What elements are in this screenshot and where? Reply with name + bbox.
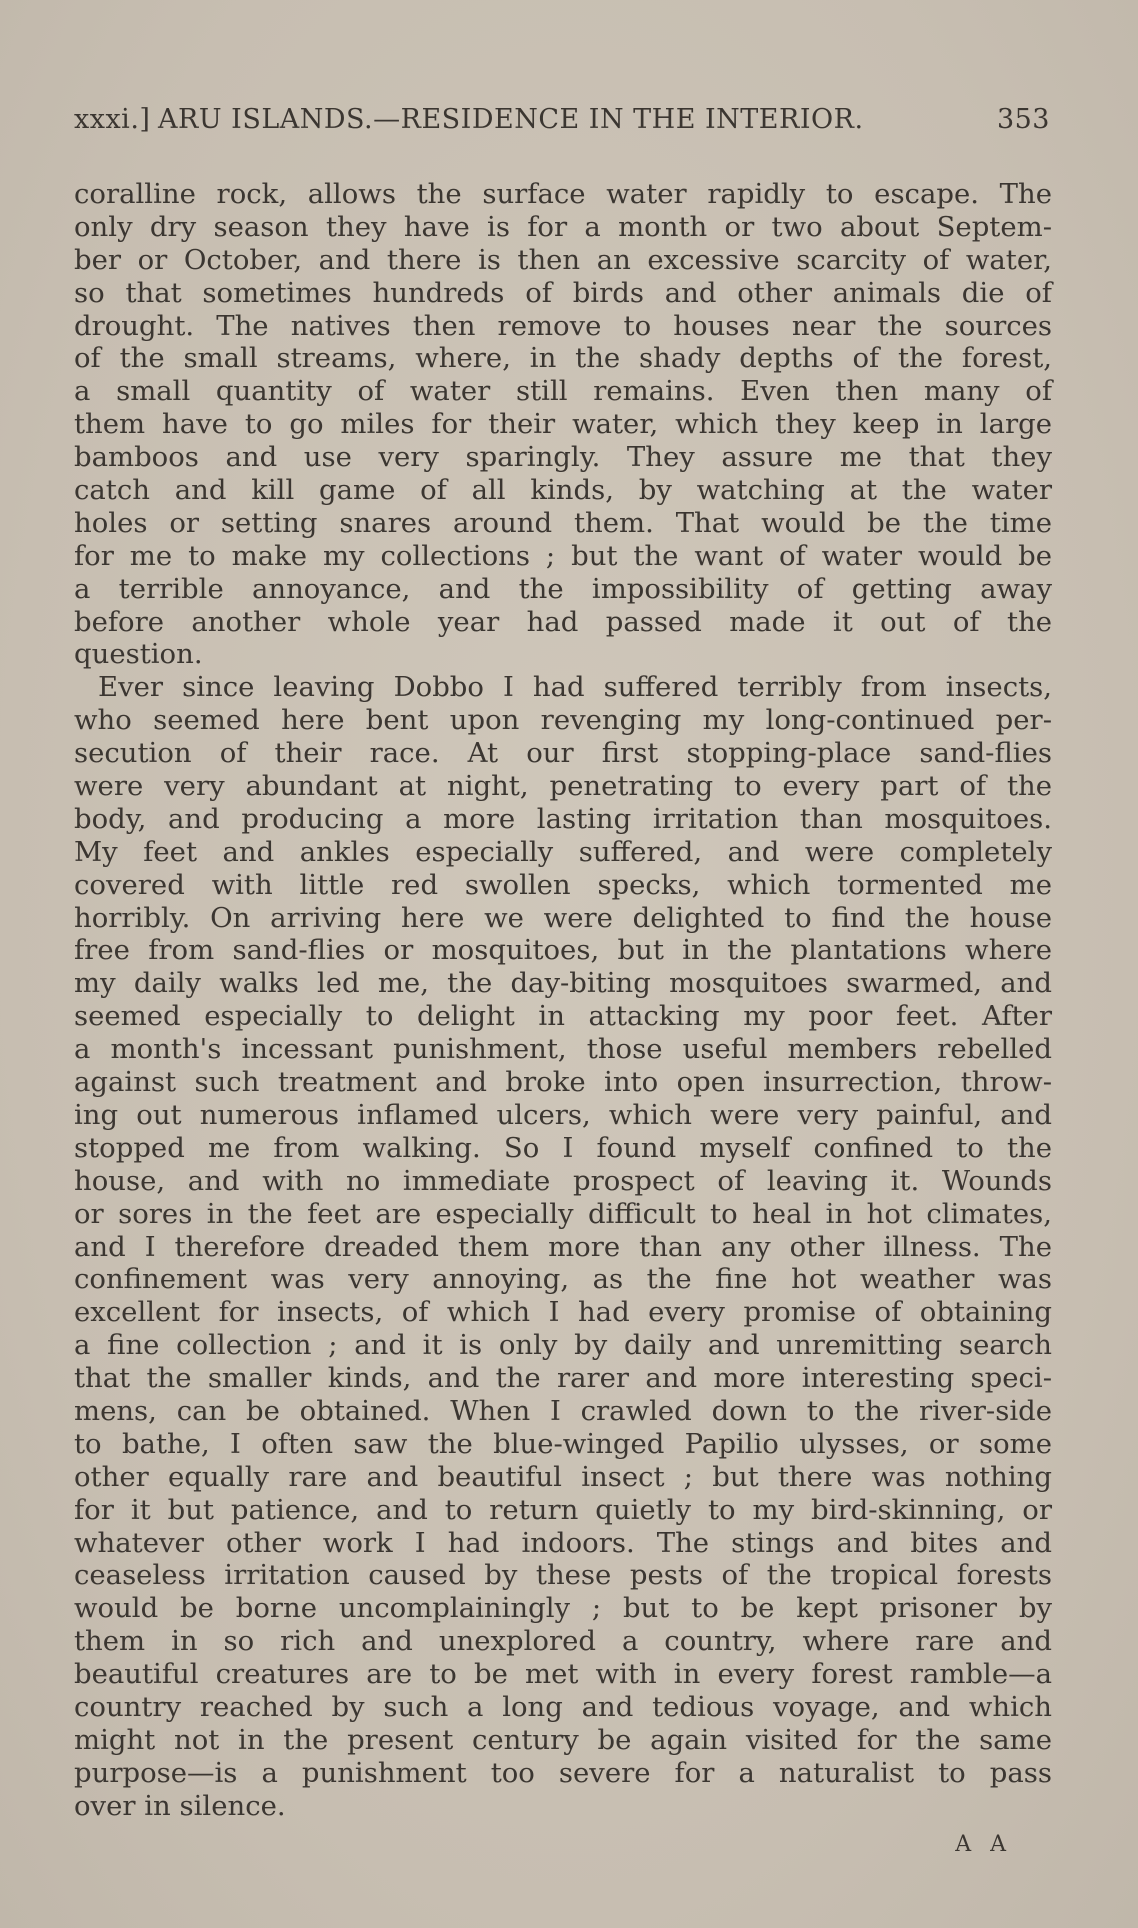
printer-signature: A A [955, 1832, 1012, 1857]
text-line: whatever other work I had indoors. The stings and bites and [74, 1526, 1052, 1559]
running-header [74, 104, 1050, 144]
text-line: that the smaller kinds, and the rarer and more interesting speci- [74, 1362, 1052, 1395]
text-line: might not in the present century be again visited for the same [74, 1723, 1052, 1756]
text-line: drought. The natives then remove to houses near the sources [74, 309, 1052, 342]
text-line: a month's incessant punishment, those useful members rebelled [74, 1033, 1052, 1066]
text-line: mens, can be obtained. When I crawled down to the river-side [74, 1394, 1052, 1427]
text-line: horribly. On arriving here we were delighted to find the house [74, 901, 1052, 934]
text-line: would be borne uncomplainingly ; but to be kept prisoner by [74, 1592, 1052, 1625]
paragraph-2 [74, 671, 1052, 1822]
text-line: who seemed here bent upon revenging my long-continued per- [74, 704, 1052, 737]
text-line: them in so rich and unexplored a country, where rare and [74, 1625, 1052, 1658]
text-line: were very abundant at night, penetrating to every part of the [74, 770, 1052, 803]
text-line: only dry season they have is for a month or two about Septem- [74, 210, 1052, 243]
text-line: other equally rare and beautiful insect ; but there was nothing [74, 1460, 1052, 1493]
text-line: so that sometimes hundreds of birds and other animals die of [74, 276, 1052, 309]
paragraph-1 [74, 178, 1052, 671]
text-line: of the small streams, where, in the shady depths of the forest, [74, 342, 1052, 375]
text-line: ber or October, and there is then an excessive scarcity of water, [74, 243, 1052, 276]
text-line: confinement was very annoying, as the fine hot weather was [74, 1263, 1052, 1296]
text-line: and I therefore dreaded them more than any other illness. The [74, 1230, 1052, 1263]
text-line: excellent for insects, of which I had every promise of obtaining [74, 1296, 1052, 1329]
text-line: ceaseless irritation caused by these pests of the tropical forests [74, 1559, 1052, 1592]
text-line: body, and producing a more lasting irritation than mosquitoes. [74, 802, 1052, 835]
text-line: coralline rock, allows the surface water rapidly to escape. The [74, 178, 1052, 210]
text-line: to bathe, I often saw the blue-winged Papilio ulysses, or some [74, 1427, 1052, 1460]
text-line: secution of their race. At our first stopping-place sand-flies [74, 737, 1052, 770]
text-line: Ever since leaving Dobbo I had suffered terribly from insects, [98, 671, 1052, 704]
text-line: holes or setting snares around them. That would be the time [74, 506, 1052, 539]
text-line: over in silence. [74, 1789, 286, 1822]
page-number: 353 [996, 104, 1050, 135]
text-line: My feet and ankles especially suffered, and were completely [74, 835, 1052, 868]
text-line: country reached by such a long and tedious voyage, and which [74, 1690, 1052, 1723]
text-line: bamboos and use very sparingly. They assure me that they [74, 441, 1052, 474]
text-line: covered with little red swollen specks, which tormented me [74, 868, 1052, 901]
text-line: stopped me from walking. So I found myself confined to the [74, 1131, 1052, 1164]
text-line: them have to go miles for their water, which they keep in large [74, 408, 1052, 441]
text-line: question. [74, 638, 203, 671]
text-line: beautiful creatures are to be met with in every forest ramble—a [74, 1658, 1052, 1691]
text-line: seemed especially to delight in attacking my poor feet. After [74, 1000, 1052, 1033]
text-line: my daily walks led me, the day-biting mosquitoes swarmed, and [74, 967, 1052, 1000]
text-line: or sores in the feet are especially difficult to heal in hot climates, [74, 1197, 1052, 1230]
text-line: ing out numerous inflamed ulcers, which were very painful, and [74, 1098, 1052, 1131]
text-line: catch and kill game of all kinds, by watching at the water [74, 474, 1052, 507]
text-line: for it but patience, and to return quietly to my bird-skinning, or [74, 1493, 1052, 1526]
body-text [74, 178, 1052, 1823]
text-line: a small quantity of water still remains. Even then many of [74, 375, 1052, 408]
text-line: a fine collection ; and it is only by daily and unremitting search [74, 1329, 1052, 1362]
chapter-number: xxxi.] [74, 104, 151, 135]
running-title: ARU ISLANDS.—RESIDENCE IN THE INTERIOR. [158, 104, 864, 135]
text-line: house, and with no immediate prospect of leaving it. Wounds [74, 1164, 1052, 1197]
text-line: for me to make my collections ; but the want of water would be [74, 539, 1052, 572]
text-line: a terrible annoyance, and the impossibility of getting away [74, 572, 1052, 605]
text-line: before another whole year had passed made it out of the [74, 605, 1052, 638]
text-line: free from sand-flies or mosquitoes, but in the plantations where [74, 934, 1052, 967]
text-line: purpose—is a punishment too severe for a naturalist to pass [74, 1756, 1052, 1789]
text-line: against such treatment and broke into open insurrection, throw- [74, 1066, 1052, 1099]
